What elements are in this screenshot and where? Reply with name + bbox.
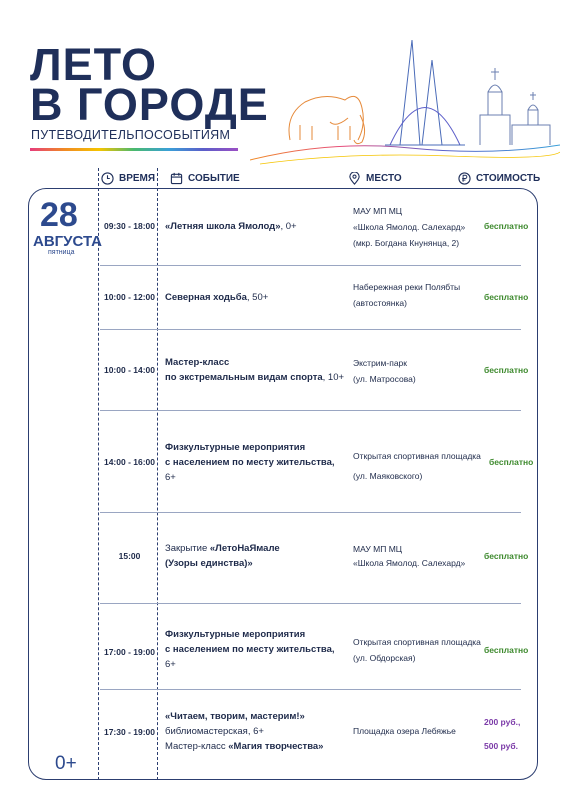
row-divider bbox=[100, 689, 521, 690]
stele-icon bbox=[385, 40, 465, 145]
event-cost: 200 руб., 500 руб. bbox=[484, 717, 521, 751]
ruble-coin-icon bbox=[458, 172, 471, 185]
event-place: МАУ МП МЦ «Школа Ямолод. Салехард» (мкр. Богдана Кнунянца, 2) bbox=[353, 206, 466, 248]
clock-icon bbox=[101, 172, 114, 185]
event-title: Физкультурные мероприятия с населением по месту жительства, 6+ bbox=[165, 629, 335, 670]
row-divider bbox=[100, 265, 521, 266]
event-place: Площадка озера Лебяжье bbox=[353, 726, 456, 736]
event-time: 10:00 - 14:00 bbox=[103, 365, 156, 375]
mammoth-icon bbox=[289, 96, 365, 143]
column-header-place-label: МЕСТО bbox=[366, 172, 402, 184]
row-divider bbox=[100, 512, 521, 513]
event-cost: бесплатно bbox=[484, 551, 529, 561]
calendar-icon bbox=[170, 172, 183, 185]
page-title-line1: ЛЕТО bbox=[30, 39, 157, 90]
event-cost: бесплатно bbox=[484, 292, 529, 302]
column-header-cost-label: СТОИМОСТЬ bbox=[476, 172, 541, 184]
event-cost: бесплатно bbox=[484, 645, 529, 655]
date-weekday: пятница bbox=[48, 249, 75, 256]
column-header-place bbox=[348, 168, 402, 188]
column-header-event bbox=[170, 168, 240, 188]
event-title: Северная ходьба, 50+ bbox=[165, 292, 269, 303]
event-time: 09:30 - 18:00 bbox=[103, 221, 156, 231]
city-illustration bbox=[250, 30, 560, 170]
date-month: АВГУСТА bbox=[33, 233, 103, 250]
event-cost: бесплатно bbox=[489, 457, 534, 467]
event-title: Закрытие «ЛетоНаЯмале (Узоры единства)» bbox=[165, 543, 280, 569]
column-header-event-label: СОБЫТИЕ bbox=[188, 172, 240, 184]
event-time: 17:30 - 19:00 bbox=[103, 727, 156, 737]
event-title: «Летняя школа Ямолод», 0+ bbox=[165, 221, 297, 232]
age-rating: 0+ bbox=[55, 753, 77, 774]
event-place: Экстрим-парк (ул. Матросова) bbox=[353, 358, 416, 384]
event-time: 14:00 - 16:00 bbox=[103, 457, 156, 467]
page-title-line2: В ГОРОДЕ bbox=[30, 79, 269, 130]
rainbow-divider bbox=[30, 148, 238, 151]
church-icon bbox=[480, 68, 550, 145]
column-separator bbox=[98, 168, 99, 780]
location-pin-icon bbox=[348, 172, 361, 185]
event-place: Открытая спортивная площадка (ул. Маяковского) bbox=[353, 451, 481, 481]
row-divider bbox=[100, 410, 521, 411]
event-time: 10:00 - 12:00 bbox=[103, 292, 156, 302]
column-header-time bbox=[101, 168, 155, 188]
event-time: 17:00 - 19:00 bbox=[103, 647, 156, 657]
event-cost: бесплатно bbox=[484, 221, 529, 231]
row-divider bbox=[100, 329, 521, 330]
event-place: Набережная реки Полябты (автостоянка) bbox=[353, 282, 461, 308]
column-header-time-label: ВРЕМЯ bbox=[119, 172, 156, 184]
row-divider bbox=[100, 603, 521, 604]
event-title: «Читаем, творим, мастерим!» библиомастерская, 6+ Мастер-класс «Магия творчества» bbox=[165, 711, 324, 752]
event-place: МАУ МП МЦ «Школа Ямолод. Салехард» bbox=[353, 544, 466, 568]
column-header-cost bbox=[458, 168, 540, 188]
event-place: Открытая спортивная площадка (ул. Обдорская) bbox=[353, 637, 481, 663]
event-cost: бесплатно bbox=[484, 365, 529, 375]
date-day: 28 bbox=[40, 196, 78, 234]
event-title: Физкультурные мероприятия с населением по месту жительства, 6+ bbox=[165, 442, 335, 483]
event-title: Мастер-класс по экстремальным видам спорта, 10+ bbox=[165, 357, 345, 383]
page-subtitle: ПУТЕВОДИТЕЛЬПОСОБЫТИЯМ bbox=[31, 128, 231, 142]
event-time: 15:00 bbox=[118, 551, 141, 561]
